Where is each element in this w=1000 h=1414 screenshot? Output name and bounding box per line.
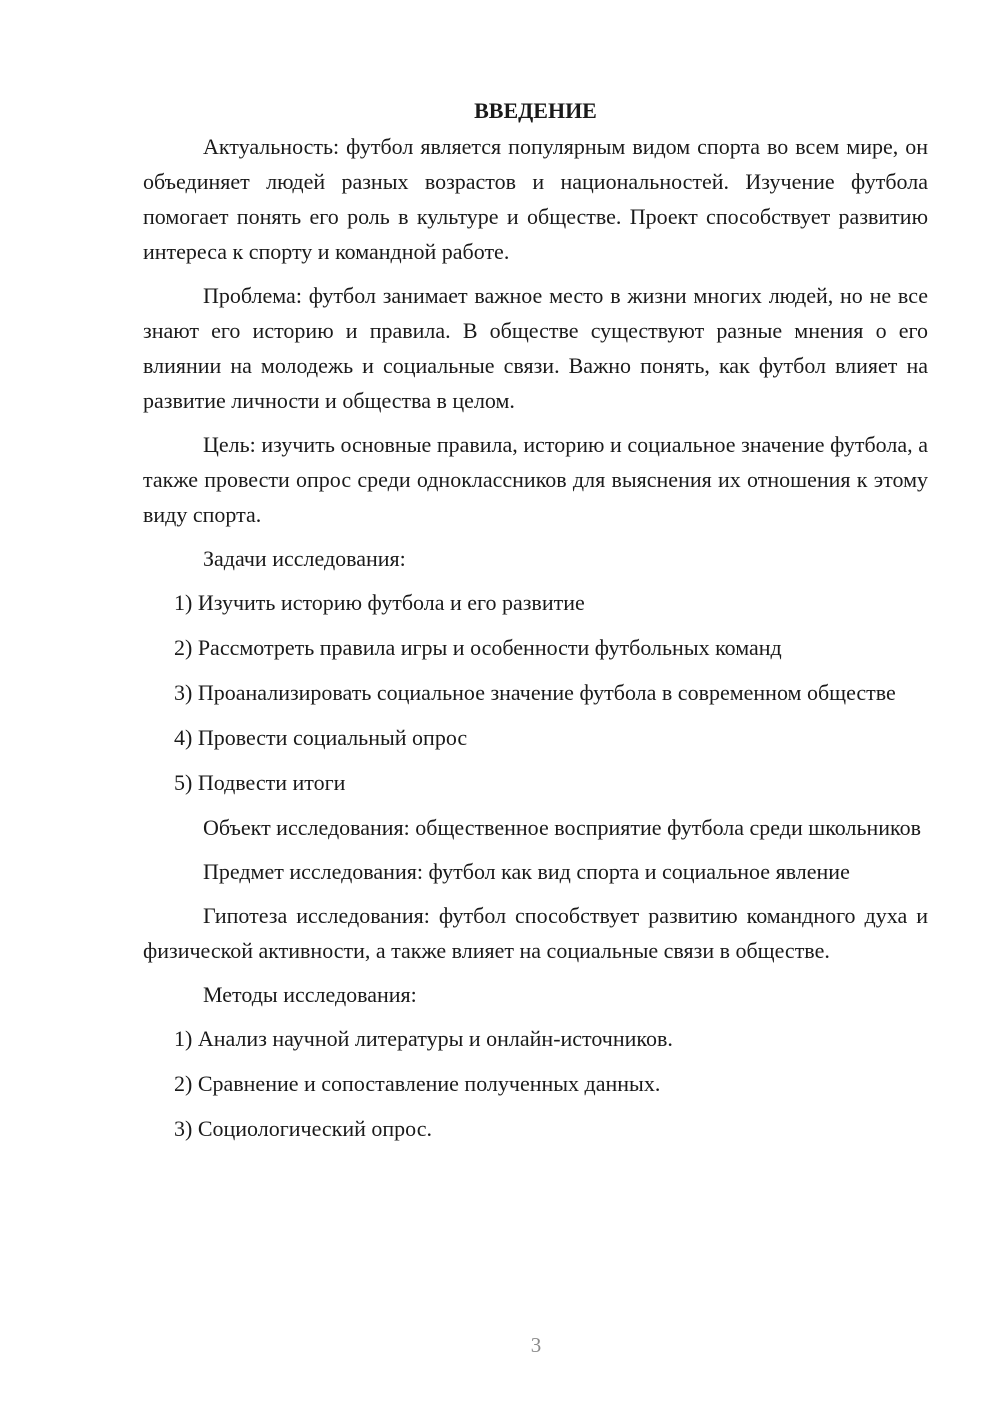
page-content (143, 93, 928, 1156)
method-item: 1) Анализ научной литературы и онлайн-источников. (174, 1026, 673, 1051)
paragraph-hypothesis: Гипотеза исследования: футбол способствует развитию командного духа и физической активности, а также влияет на социальные связи в обществе. (143, 903, 928, 963)
method-item: 2) Сравнение и сопоставление полученных данных. (174, 1071, 661, 1096)
method-item: 3) Социологический опрос. (174, 1116, 432, 1141)
section-title: ВВЕДЕНИЕ (474, 98, 597, 123)
paragraph-methods-heading: Методы исследования: (203, 982, 417, 1007)
paragraph-goal: Цель: изучить основные правила, историю и социальное значение футбола, а также провести опрос среди одноклассников для выяснения их отношения к этому виду спорта. (143, 432, 928, 527)
task-item: 1) Изучить историю футбола и его развитие (174, 590, 585, 615)
paragraph-relevance: Актуальность: футбол является популярным видом спорта во всем мире, он объединяет людей разных возрастов и национальностей. Изучение футбола помогает понять его роль в культуре и обществе. Проект способствует развитию интереса к спорту и командной работе. (143, 134, 928, 264)
paragraph-object: Объект исследования: общественное восприятие футбола среди школьников (203, 815, 921, 840)
paragraph-tasks-heading: Задачи исследования: (203, 546, 406, 571)
page-number: 3 (530, 1333, 542, 1357)
paragraph-problem: Проблема: футбол занимает важное место в жизни многих людей, но не все знают его историю и правила. В обществе существуют разные мнения о его влиянии на молодежь и социальные связи. Важно понять, как футбол влияет на развитие личности и общества в целом. (143, 283, 928, 413)
task-item: 2) Рассмотреть правила игры и особенности футбольных команд (174, 635, 782, 660)
task-item: 3) Проанализировать социальное значение футбола в современном обществе (174, 680, 896, 705)
task-item: 4) Провести социальный опрос (174, 725, 468, 750)
task-item: 5) Подвести итоги (174, 770, 346, 795)
paragraph-subject: Предмет исследования: футбол как вид спорта и социальное явление (203, 859, 850, 884)
